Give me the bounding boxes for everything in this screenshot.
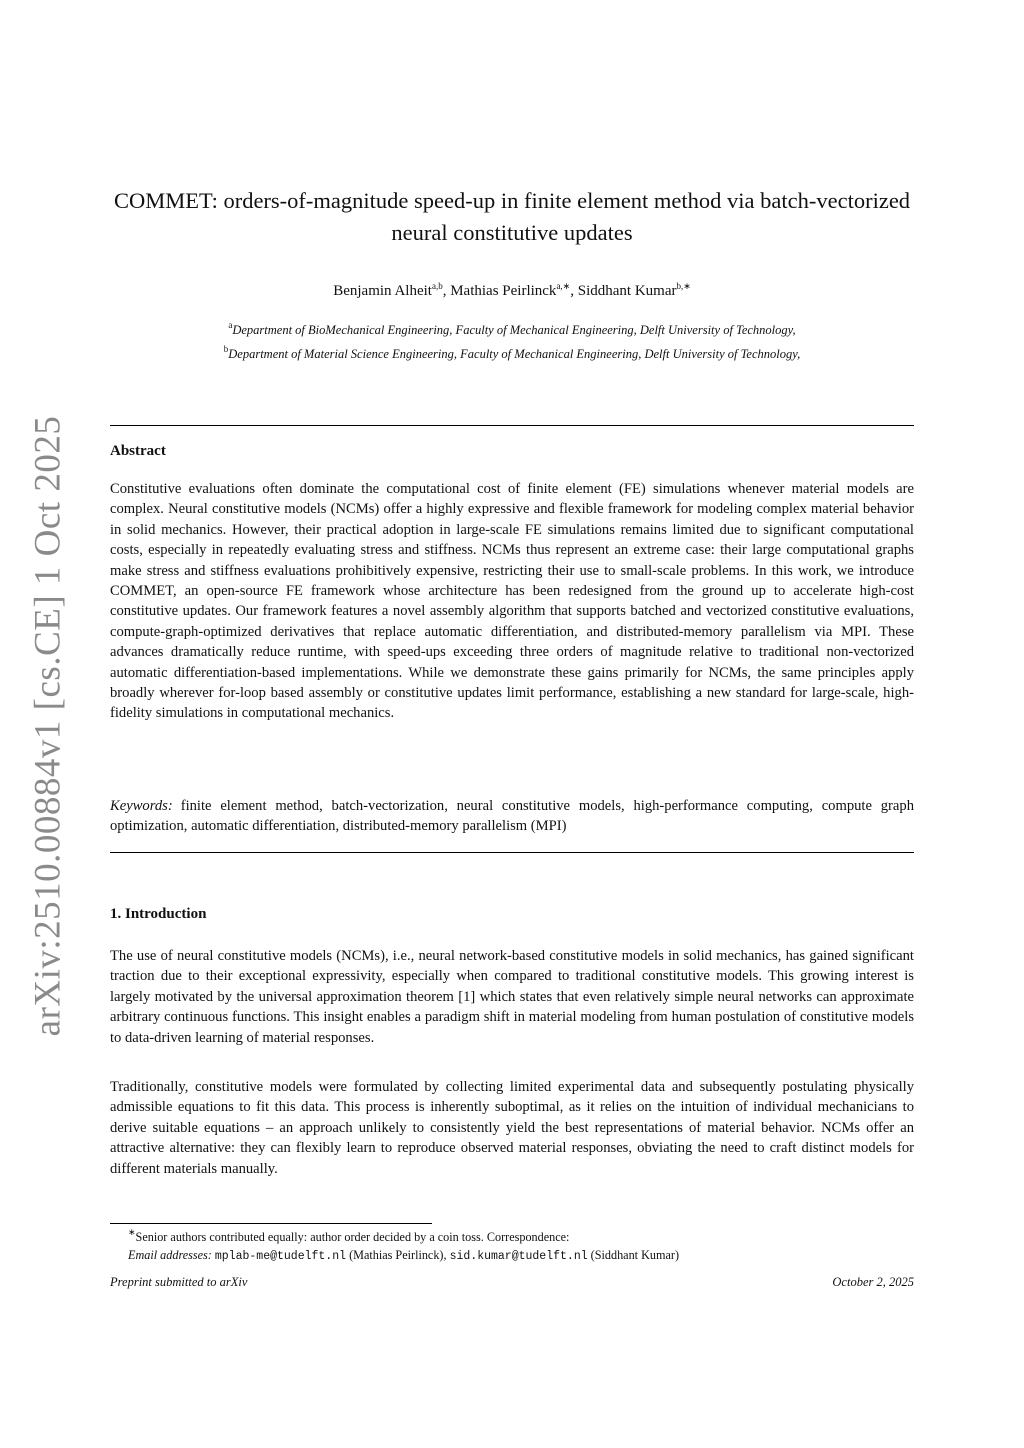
footnote-text: Senior authors contributed equally: author order decided by a coin toss. Correspondence: [135,1230,570,1244]
affiliation-text: Department of BioMechanical Engineering, Faculty of Mechanical Engineering, Delft University of Technology, [232,323,796,337]
email-address[interactable]: sid.kumar@tudelft.nl [449,1250,588,1263]
author-affiliation-mark: a,∗ [556,281,571,291]
author-separator: , [442,283,451,299]
email-address[interactable]: mplab-me@tudelft.nl [214,1250,347,1263]
intro-paragraph: The use of neural constitutive models (NCMs), i.e., neural network-based constitutive models in solid mechanics, has gained significant traction due to their exceptional expressivity, especially when compared to traditional constitutive models. This growing interest is largely motivated by the universal approximation theorem [1] which states that even relatively simple neural networks can approximate arbitrary continuous functions. This insight enables a paradigm shift in material modeling from human postulation of constitutive models to data-driven learning of material responses. [110,948,914,1046]
footer-preprint-note: Preprint submitted to arXiv [110,1275,248,1289]
author-affiliation-mark: b,∗ [676,281,691,291]
abstract-text: Constitutive evaluations often dominate the computational cost of finite element (FE) simulations whenever material models are complex. Neural constitutive models (NCMs) offer a highly expressive and flexible framework for modeling complex material behavior in solid mechanics. However, their practical adoption in large-scale FE simulations remains limited due to significant computational costs, especially in repeatedly evaluating stress and stiffness. NCMs thus represent an extreme case: their large computational graphs make stress and stiffness evaluations prohibitively expensive, restricting their use to small-scale problems. In this work, we introduce COMMET, an open-source FE framework whose architecture has been redesigned from the ground up to accelerate high-cost constitutive updates. Our framework features a novel assembly algorithm that supports batched and vectorized constitutive evaluations, compute-graph-optimized derivatives that replace automatic differentiation, and distributed-memory parallelism via MPI. These advances dramatically reduce runtime, with speed-ups exceeding three orders of magnitude relative to traditional non-vectorized automatic differentiation-based implementations. While we demonstrate these gains primarily for NCMs, the same principles apply broadly wherever for-loop based assembly or constitutive updates limit performance, establishing a new standard for large-scale, high-fidelity simulations in computational mechanics. [110,481,914,722]
section-heading-introduction: 1. Introduction [110,906,207,922]
email-owner: (Siddhant Kumar) [590,1248,680,1262]
paper-title: COMMET: orders-of-magnitude speed-up in finite element method via batch-vectorized neural constitutive updates [113,188,911,245]
author-list [110,283,914,300]
abstract-bottom-rule [110,852,914,853]
keywords-text: finite element method, batch-vectorization, neural constitutive models, high-performance computing, compute graph optimization, automatic differentiation, distributed-memory parallelism (MPI) [110,798,914,835]
author-name: Siddhant Kumar [577,283,677,299]
author-separator: , [570,283,578,299]
author-name: Mathias Peirlinck [450,283,557,299]
affiliation-mark: a [228,320,233,330]
footnote-mark: ∗ [128,1227,136,1237]
footnote-rule [110,1223,432,1224]
affiliation-b [110,344,914,362]
affiliation-mark: b [223,344,229,354]
intro-paragraph: Traditionally, constitutive models were formulated by collecting limited experimental data and subsequently postulating physically admissible equations to fit this data. This process is inherently suboptimal, as it relies on the intuition of individual mechanicians to derive suitable equations – an approach unlikely to consistently yield the best representations of material behavior. NCMs offer an attractive alternative: they can flexibly learn to reproduce observed material responses, obviating the need to craft distinct models for different materials manually. [110,1079,914,1177]
keywords [110,796,914,837]
author-name: Benjamin Alheit [333,283,432,299]
abstract-heading: Abstract [110,443,166,459]
author-affiliation-mark: a,b [431,281,443,291]
footer-date: October 2, 2025 [832,1275,914,1289]
keywords-label: Keywords: [110,798,173,814]
email-owner: (Mathias Peirlinck), [349,1248,447,1262]
email-label: Email addresses: [128,1248,212,1262]
footnote [128,1228,914,1266]
arxiv-side-label: arXiv:2510.00884v1 [cs.CE] 1 Oct 2025 [27,415,69,1037]
affiliation-text: Department of Material Science Engineering, Faculty of Mechanical Engineering, Delft University of Technology, [228,347,801,361]
abstract-top-rule [110,425,914,426]
affiliation-a [110,320,914,338]
